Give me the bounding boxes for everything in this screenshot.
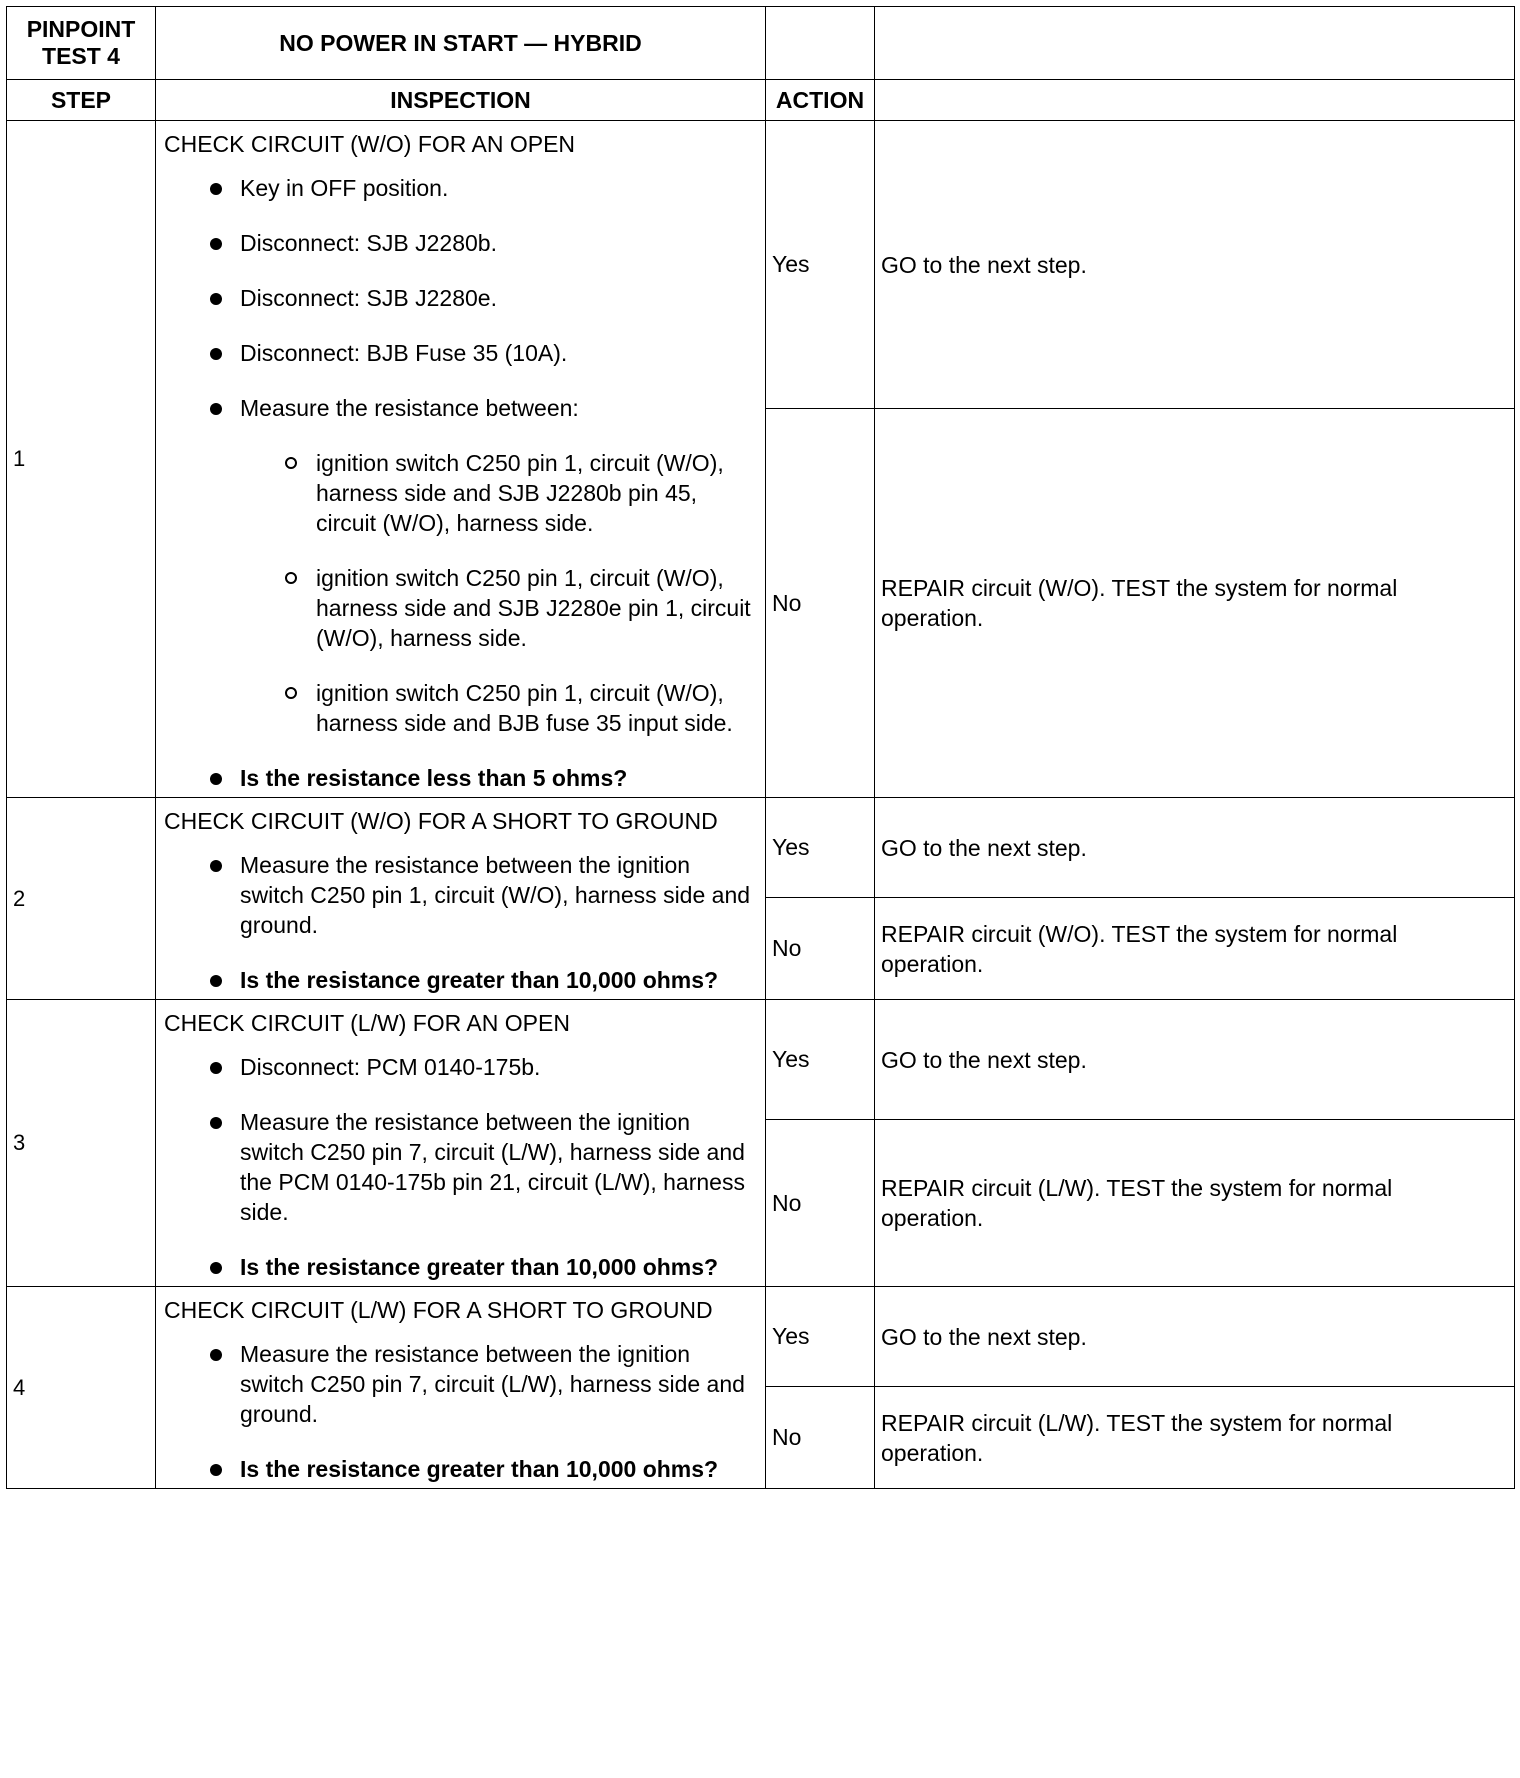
step-number: 1 <box>7 121 156 798</box>
column-header-action: ACTION <box>766 80 875 121</box>
inspection-bullet: Disconnect: SJB J2280b. <box>164 228 757 258</box>
step-number: 4 <box>7 1287 156 1489</box>
inspection-question: Is the resistance greater than 10,000 ohms? <box>164 1454 757 1484</box>
column-header-inspection: INSPECTION <box>156 80 766 121</box>
test-label: PINPOINT TEST 4 <box>7 7 156 80</box>
answer-yes: Yes <box>766 1000 875 1120</box>
empty-header-cell <box>875 80 1515 121</box>
inspection-question: Is the resistance less than 5 ohms? <box>164 763 757 793</box>
inspection-bullet: Disconnect: PCM 0140-175b. <box>164 1052 757 1082</box>
action-yes: GO to the next step. <box>875 798 1515 898</box>
inspection-bullet: Measure the resistance between the ignition switch C250 pin 7, circuit (L/W), harness side and the PCM 0140-175b pin 21, circuit (L/W), harness side. <box>164 1107 757 1227</box>
title-row <box>7 7 1515 80</box>
column-header-row <box>7 80 1515 121</box>
inspection-bullet: Measure the resistance between the ignition switch C250 pin 1, circuit (W/O), harness side and ground. <box>164 850 757 940</box>
inspection-bullet-text: Measure the resistance between: <box>240 395 579 421</box>
inspection-cell <box>156 798 766 1000</box>
step-row <box>7 121 1515 409</box>
step-title: CHECK CIRCUIT (L/W) FOR AN OPEN <box>164 1010 570 1036</box>
empty-header-cell <box>875 7 1515 80</box>
answer-yes: Yes <box>766 1287 875 1387</box>
answer-yes: Yes <box>766 121 875 409</box>
inspection-subbullet: ignition switch C250 pin 1, circuit (W/O), harness side and SJB J2280b pin 45, circuit (W/O), harness side. <box>240 448 757 538</box>
pinpoint-test-table <box>6 6 1515 1489</box>
empty-header-cell <box>766 7 875 80</box>
inspection-sublist <box>240 448 757 738</box>
inspection-question: Is the resistance greater than 10,000 ohms? <box>164 965 757 995</box>
inspection-bullet-with-subitems <box>164 393 757 738</box>
step-row <box>7 1287 1515 1387</box>
step-title: CHECK CIRCUIT (W/O) FOR A SHORT TO GROUND <box>164 808 718 834</box>
action-yes: GO to the next step. <box>875 1000 1515 1120</box>
answer-no: No <box>766 898 875 1000</box>
inspection-bullet: Disconnect: BJB Fuse 35 (10A). <box>164 338 757 368</box>
action-yes: GO to the next step. <box>875 1287 1515 1387</box>
answer-yes: Yes <box>766 798 875 898</box>
step-row <box>7 798 1515 898</box>
answer-no: No <box>766 1387 875 1489</box>
inspection-list <box>164 173 757 793</box>
inspection-bullet: Measure the resistance between the ignition switch C250 pin 7, circuit (L/W), harness side and ground. <box>164 1339 757 1429</box>
action-yes: GO to the next step. <box>875 121 1515 409</box>
inspection-bullet: Key in OFF position. <box>164 173 757 203</box>
step-title: CHECK CIRCUIT (W/O) FOR AN OPEN <box>164 131 576 157</box>
inspection-question: Is the resistance greater than 10,000 ohms? <box>164 1252 757 1282</box>
answer-no: No <box>766 1120 875 1287</box>
action-no: REPAIR circuit (L/W). TEST the system for normal operation. <box>875 1387 1515 1489</box>
inspection-list <box>164 1339 757 1484</box>
action-no: REPAIR circuit (W/O). TEST the system for normal operation. <box>875 409 1515 798</box>
step-title: CHECK CIRCUIT (L/W) FOR A SHORT TO GROUND <box>164 1297 713 1323</box>
action-no: REPAIR circuit (W/O). TEST the system for normal operation. <box>875 898 1515 1000</box>
test-title: NO POWER IN START — HYBRID <box>156 7 766 80</box>
pinpoint-test-document <box>6 6 1514 1489</box>
column-header-step: STEP <box>7 80 156 121</box>
inspection-subbullet: ignition switch C250 pin 1, circuit (W/O), harness side and SJB J2280e pin 1, circuit (W/O), harness side. <box>240 563 757 653</box>
answer-no: No <box>766 409 875 798</box>
step-number: 2 <box>7 798 156 1000</box>
inspection-list <box>164 1052 757 1282</box>
step-number: 3 <box>7 1000 156 1287</box>
inspection-subbullet: ignition switch C250 pin 1, circuit (W/O), harness side and BJB fuse 35 input side. <box>240 678 757 738</box>
inspection-cell <box>156 1000 766 1287</box>
inspection-list <box>164 850 757 995</box>
action-no: REPAIR circuit (L/W). TEST the system for normal operation. <box>875 1120 1515 1287</box>
inspection-cell <box>156 1287 766 1489</box>
step-row <box>7 1000 1515 1120</box>
inspection-bullet: Disconnect: SJB J2280e. <box>164 283 757 313</box>
inspection-cell <box>156 121 766 798</box>
